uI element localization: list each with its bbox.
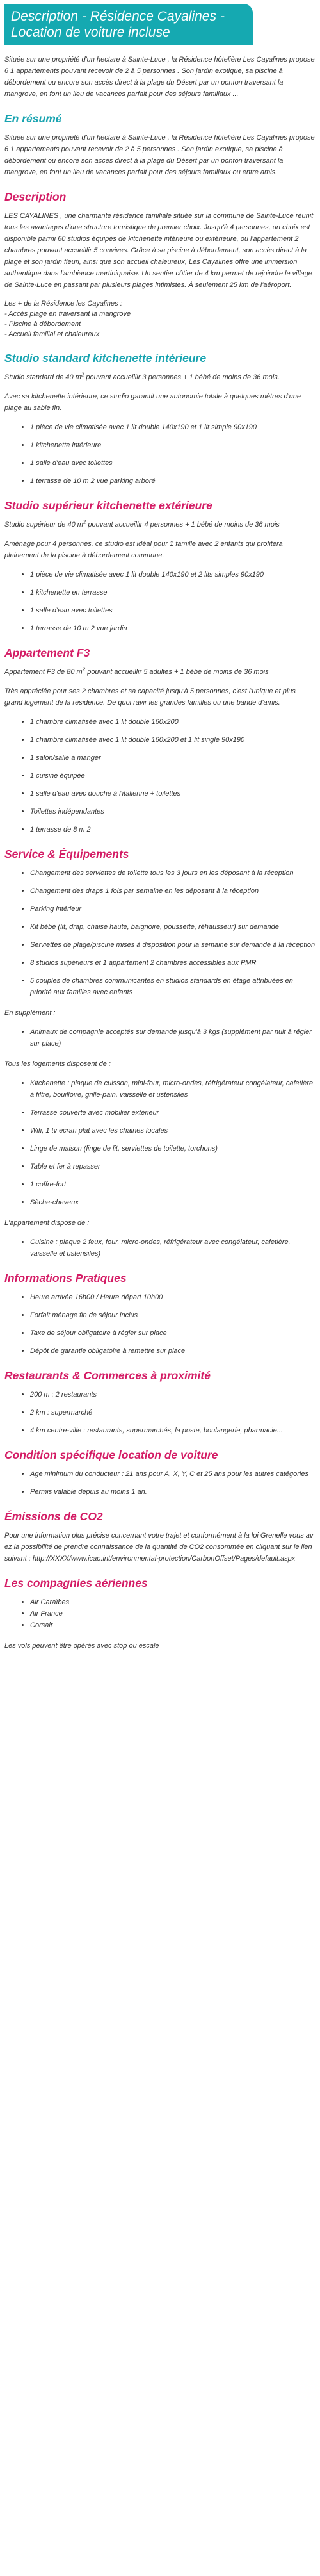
superscript: 2: [82, 666, 86, 673]
studio-superieur-capacity: [4, 519, 316, 530]
studio-superieur-list: [4, 569, 316, 634]
capacity-text: pouvant accueillir 3 personnes + 1 bébé de moins de 36 mois.: [84, 373, 280, 381]
studio-standard-description: Avec sa kitchenette intérieure, ce studio garantit une autonomie totale à quelques mètres d'une plage au sable fin.: [4, 393, 301, 412]
intro-text: Située sur une propriété d'un hectare à Sainte-Luce , la Résidence hôtelière Les Cayalines propose 6 1 appartements pouvant recevoir de 2 à 5 personnes . Son jardin exotique, sa piscine à débordement ou encore son accès direct à la plage du Désert par un ponton traversant la mangrove, en font un lieu de vacances parfait pour des séjours familiaux ...: [4, 56, 315, 98]
capacity-text: Studio supérieur de 40 m: [4, 521, 83, 529]
studio-superieur-heading: Studio supérieur kitchenette extérieure: [4, 499, 212, 512]
list-item: • Corsair: [30, 1620, 316, 1631]
studio-standard-heading: Studio standard kitchenette intérieure: [4, 352, 207, 365]
infos-list: [4, 1292, 316, 1357]
list-item: • Cuisine : plaque 2 feux, four, micro-ondes, réfrigérateur avec congélateur, cafetière, vaisselle et ustensiles): [30, 1236, 316, 1259]
list-item: • Linge de maison (linge de lit, serviettes de toilette, torchons): [30, 1143, 316, 1154]
list-item: • Parking intérieur: [30, 903, 316, 915]
studio-superieur-description: Aménagé pour 4 personnes, ce studio est idéal pour 1 famille avec 2 enfants qui profitera pleinement de la piscine à débordement commune.: [4, 540, 283, 559]
list-item: • Terrasse couverte avec mobilier extérieur: [30, 1107, 316, 1119]
list-item: • 1 coffre-fort: [30, 1179, 316, 1190]
co2-heading: Émissions de CO2: [4, 1510, 103, 1523]
capacity-text: Studio standard de 40 m: [4, 373, 81, 381]
page-title: [11, 8, 246, 40]
appart-label: L'appartement dispose de :: [4, 1219, 90, 1227]
compagnies-heading: Les compagnies aériennes: [4, 1577, 148, 1589]
appartement-heading: Appartement F3: [4, 646, 90, 659]
list-item: • 1 salle d'eau avec toilettes: [30, 605, 316, 616]
resume-text: Située sur une propriété d'un hectare à Sainte-Luce , la Résidence hôtelière Les Cayalines propose 6 1 appartements pouvant recevoir de 2 à 5 personnes . Son jardin exotique, sa piscine à débordement ou encore son accès direct à la plage du Désert par un ponton traversant la mangrove, en font un lieu de vacances parfait pour des séjours familiaux ou entre amis.: [4, 134, 315, 176]
appartement-capacity: [4, 666, 316, 678]
list-item: • Toilettes indépendantes: [30, 806, 316, 817]
list-item: • 1 salle d'eau avec toilettes: [30, 457, 316, 469]
list-item: • Serviettes de plage/piscine mises à disposition pour la semaine sur demande à la réception: [30, 939, 316, 951]
studio-standard-capacity: [4, 372, 316, 383]
page-title-line-2: Location de voiture incluse: [11, 25, 170, 40]
supplement-label: En supplément :: [4, 1009, 56, 1017]
list-item: • Kitchenette : plaque de cuisson, mini-four, micro-ondes, réfrigérateur congélateur, cafetière à filtre, bouilloire, grille-pain, vaisselle et ustensiles: [30, 1078, 316, 1101]
condition-heading: Condition spécifique location de voiture: [4, 1448, 218, 1461]
studio-standard-list: [4, 422, 316, 487]
list-item: • 1 kitchenette intérieure: [30, 439, 316, 451]
list-item: • 1 chambre climatisée avec 1 lit double 160x200 et 1 lit single 90x190: [30, 734, 316, 746]
restaurants-list: [4, 1389, 316, 1436]
list-item: • Wifi, 1 tv écran plat avec les chaines locales: [30, 1125, 316, 1136]
list-item: • 200 m : 2 restaurants: [30, 1389, 316, 1400]
services-list: [4, 867, 316, 998]
plus-list-item: - Accès plage en traversant la mangrove: [4, 310, 131, 318]
capacity-text: pouvant accueillir 5 adultes + 1 bébé de moins de 36 mois: [85, 668, 269, 676]
restaurants-heading: Restaurants & Commerces à proximité: [4, 1369, 211, 1382]
list-item: • Permis valable depuis au moins 1 an.: [30, 1486, 316, 1498]
supplement-list: [4, 1026, 316, 1049]
list-item: • 1 chambre climatisée avec 1 lit double 160x200: [30, 716, 316, 728]
plus-list-item: - Accueil familial et chaleureux: [4, 331, 100, 338]
list-item: • 1 salon/salle à manger: [30, 752, 316, 764]
appart-list: [4, 1236, 316, 1259]
description-heading: Description: [4, 190, 67, 203]
list-item: • Kit bébé (lit, drap, chaise haute, baignoire, poussette, réhausseur) sur demande: [30, 921, 316, 933]
condition-list: [4, 1468, 316, 1498]
plus-list: [4, 299, 316, 340]
plus-list-item: - Piscine à débordement: [4, 320, 81, 328]
superscript: 2: [83, 519, 86, 525]
list-item: • Forfait ménage fin de séjour inclus: [30, 1309, 316, 1321]
list-item: • Age minimum du conducteur : 21 ans pour A, X, Y, C et 25 ans pour les autres catégories: [30, 1468, 316, 1480]
list-item: • 8 studios supérieurs et 1 appartement 2 chambres accessibles aux PMR: [30, 957, 316, 969]
list-item: • Dépôt de garantie obligatoire à remettre sur place: [30, 1345, 316, 1357]
compagnies-footer: Les vols peuvent être opérés avec stop ou escale: [4, 1642, 159, 1650]
title-banner: [4, 4, 253, 45]
list-item: • 1 pièce de vie climatisée avec 1 lit double 140x190 et 1 lit simple 90x190: [30, 422, 316, 433]
capacity-text: Appartement F3 de 80 m: [4, 668, 83, 676]
capacity-text: pouvant accueillir 4 personnes + 1 bébé de moins de 36 mois: [86, 521, 280, 529]
co2-text: Pour une information plus précise concernant votre trajet et conformément à la loi Grenelle vous avez la possibilité de prendre connaissance de la quantité de CO2 consommée en cliquant sur le lien suivant : http://XXXX/www.icao.int/environmental-protection/CarbonOffset/Pages/default.aspx: [4, 1532, 314, 1563]
list-item: • Changement des draps 1 fois par semaine en les déposant à la réception: [30, 885, 316, 897]
page-title-line-1: Description - Résidence Cayalines -: [11, 9, 225, 24]
list-item: • 1 terrasse de 10 m 2 vue jardin: [30, 623, 316, 634]
description-text: LES CAYALINES , une charmante résidence familiale située sur la commune de Sainte-Luce réunit tous les avantages d'une structure touristique de premier choix. Jusqu'à 4 personnes, un choix est disponible parmi 60 studios équipés de kitchenette intérieure ou extérieure, ou l'appartement 2 chambres pouvant accueillir 5 convives. Grâce à sa piscine à débordement, son accès direct à la plage et son jardin fleuri, ainsi que son accueil chaleureux, Les Cayalines offre une immersion authentique dans l'ambiance martiniquaise. Un sentier côtier de 4 km permet de rejoindre le village de Sainte-Luce en passant par plusieurs plages intimistes. À seulement 25 km de l'aéroport.: [4, 212, 314, 289]
list-item: • 2 km : supermarché: [30, 1407, 316, 1418]
list-item: • Changement des serviettes de toilette tous les 3 jours en les déposant à la réception: [30, 867, 316, 879]
list-item: • 1 pièce de vie climatisée avec 1 lit double 140x190 et 2 lits simples 90x190: [30, 569, 316, 580]
list-item: • 1 terrasse de 8 m 2: [30, 824, 316, 835]
list-item: • Animaux de compagnie acceptés sur demande jusqu'à 3 kgs (supplément par nuit à régler sur place): [30, 1026, 316, 1049]
list-item: • Table et fer à repasser: [30, 1161, 316, 1172]
plus-list-intro: Les + de la Résidence les Cayalines :: [4, 300, 122, 308]
logements-label: Tous les logements disposent de :: [4, 1060, 111, 1068]
list-item: • 1 cuisine équipée: [30, 770, 316, 782]
page: [0, 4, 320, 1652]
list-item: • 4 km centre-ville : restaurants, supermarchés, la poste, boulangerie, pharmacie...: [30, 1425, 316, 1436]
infos-heading: Informations Pratiques: [4, 1272, 127, 1284]
list-item: • 1 kitchenette en terrasse: [30, 587, 316, 598]
appartement-list: [4, 716, 316, 835]
list-item: • Air France: [30, 1608, 316, 1620]
list-item: • Sèche-cheveux: [30, 1197, 316, 1208]
compagnies-list: [4, 1596, 316, 1631]
resume-heading: En résumé: [4, 112, 62, 125]
superscript: 2: [81, 372, 84, 378]
services-heading: Service & Équipements: [4, 848, 129, 860]
appartement-description: Très appréciée pour ses 2 chambres et sa capacité jusqu'à 5 personnes, c'est l'unique et plus grand logement de la résidence. De quoi ravir les grandes familles ou une bande d'amis.: [4, 687, 296, 707]
list-item: • 5 couples de chambres communicantes en studios standards en étage attribuées en priorité aux familles avec enfants: [30, 975, 316, 998]
logements-list: [4, 1078, 316, 1208]
list-item: • Taxe de séjour obligatoire à régler sur place: [30, 1327, 316, 1339]
list-item: • Air Caraïbes: [30, 1596, 316, 1608]
list-item: • Heure arrivée 16h00 / Heure départ 10h00: [30, 1292, 316, 1303]
list-item: • 1 salle d'eau avec douche à l'italienne + toilettes: [30, 788, 316, 800]
list-item: • 1 terrasse de 10 m 2 vue parking arboré: [30, 475, 316, 487]
